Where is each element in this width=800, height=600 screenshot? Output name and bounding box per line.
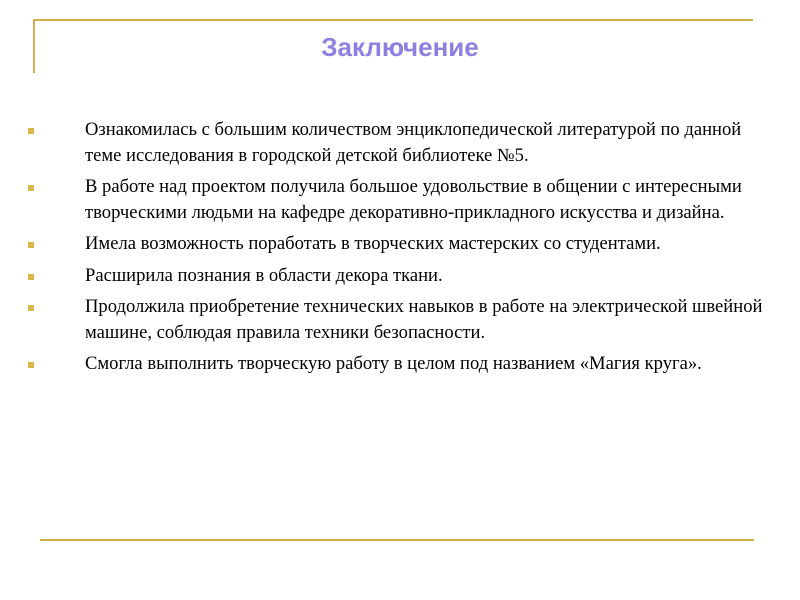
- bullet-text: Имела возможность поработать в творческих мастерских со студентами.: [85, 233, 661, 254]
- bullet-text: Продолжила приобретение технических навыков в работе на электрической швейной машине, соблюдая правила техники безопасности.: [85, 296, 763, 343]
- square-bullet-icon: [28, 128, 34, 134]
- bullet-item: [24, 263, 764, 289]
- bullet-item: [24, 174, 764, 225]
- square-bullet-icon: [28, 362, 34, 368]
- bullet-text: Расширила познания в области декора ткани.: [85, 264, 443, 286]
- bullet-item: [24, 351, 764, 377]
- square-bullet-icon: [28, 242, 34, 248]
- bullet-text: В работе над проектом получила большое удовольствие в общении с интересными творческими людьми на кафедре декоративно-прикладного искусства и дизайна.: [85, 176, 742, 223]
- bullet-item: [24, 294, 764, 345]
- bullet-item: [24, 117, 764, 168]
- square-bullet-icon: [28, 305, 34, 311]
- frame-bottom-rule: [40, 539, 754, 541]
- square-bullet-icon: [28, 185, 34, 191]
- bullet-text: Ознакомилась с большим количеством энциклопедической литературой по данной теме исследования в городской детской библиотеке №5.: [85, 119, 742, 166]
- bullet-item: [24, 231, 764, 257]
- frame-top-rule: [33, 19, 753, 21]
- bullet-text: Смогла выполнить творческую работу в целом под названием «Магия круга».: [85, 353, 702, 374]
- slide-title: Заключение: [321, 32, 479, 62]
- bullet-list: [24, 117, 764, 383]
- square-bullet-icon: [28, 274, 34, 280]
